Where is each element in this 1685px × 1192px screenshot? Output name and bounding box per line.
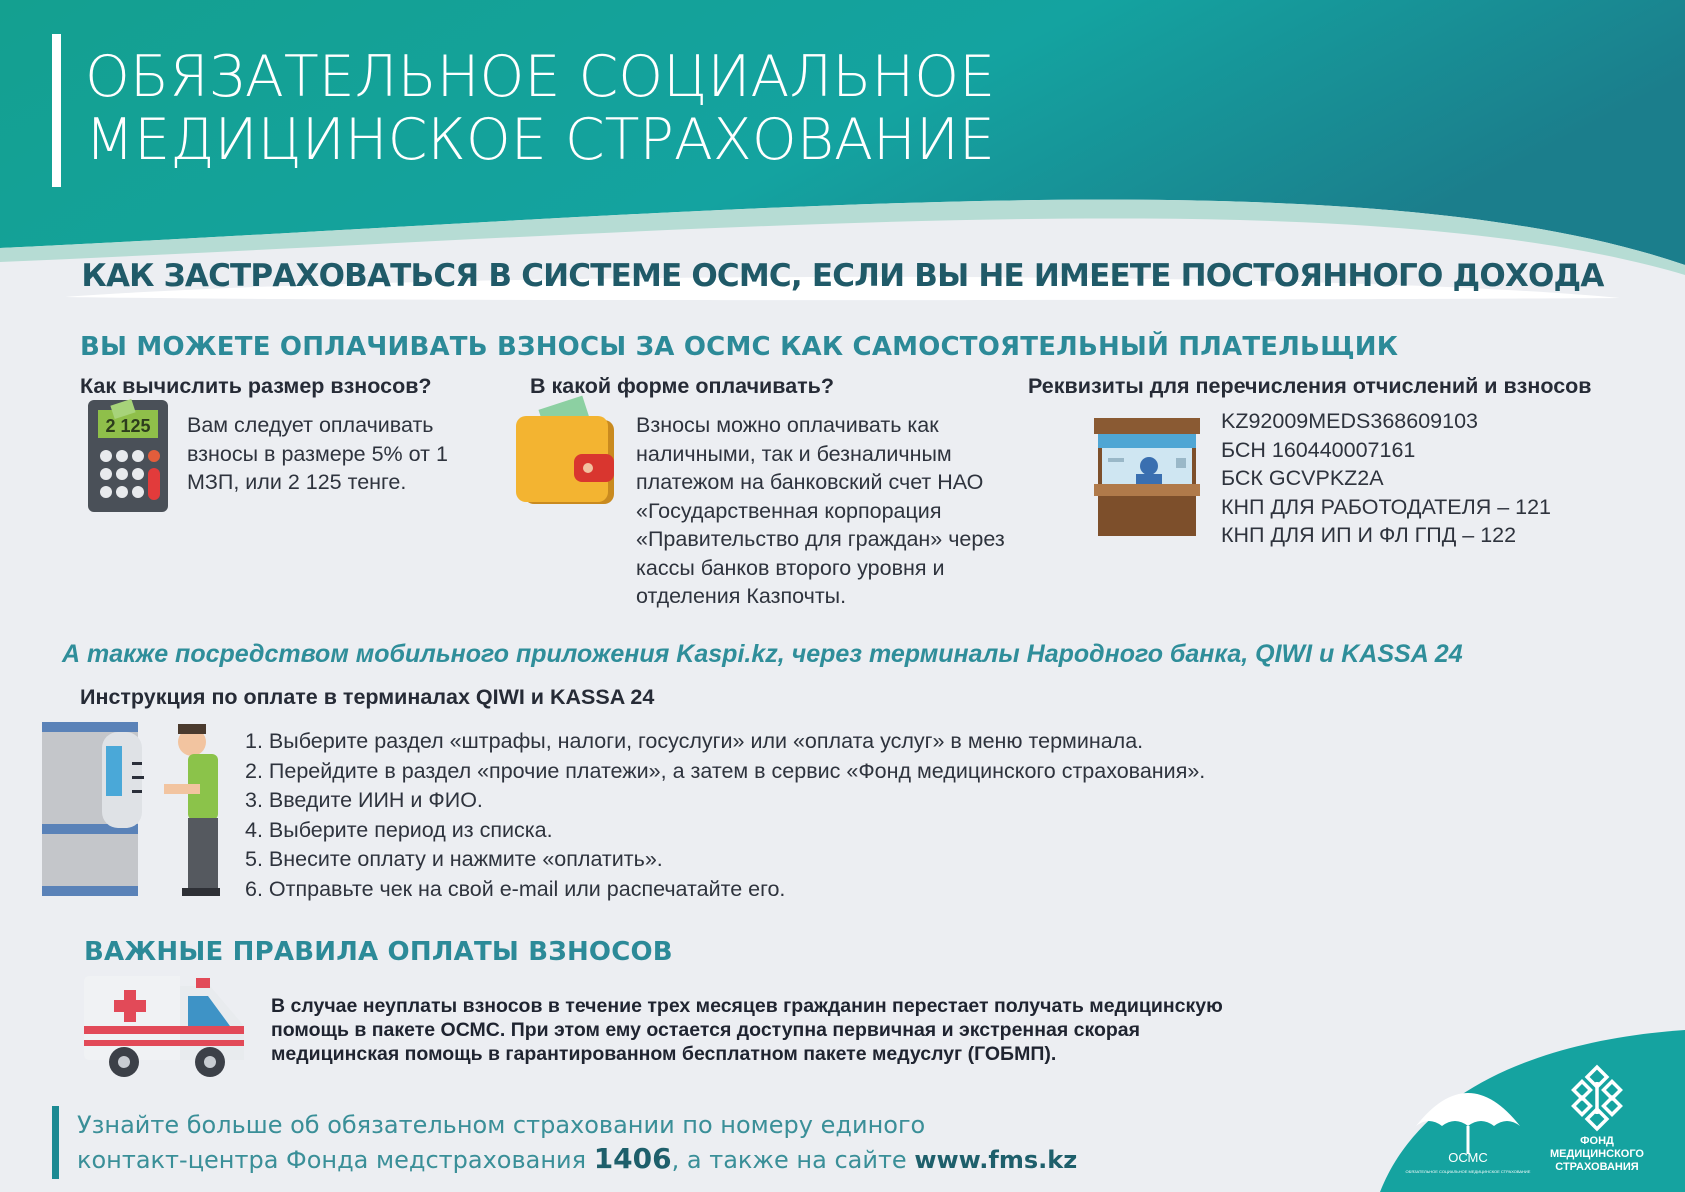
list-item: 5. Внесите оплату и нажмите «оплатить». — [245, 847, 663, 871]
section-heading-self-payer: ВЫ МОЖЕТЕ ОПЛАЧИВАТЬ ВЗНОСЫ ЗА ОСМС КАК САМОСТОЯТЕЛЬНЫЙ ПЛАТЕЛЬЩИК — [80, 332, 1399, 362]
main-heading: КАК ЗАСТРАХОВАТЬСЯ В СИСТЕМЕ ОСМС, ЕСЛИ ВЫ НЕ ИМЕЕТЕ ПОСТОЯННОГО ДОХОДА — [81, 258, 1604, 294]
contact-phone: 1406 — [593, 1142, 672, 1175]
list-item: 4. Выберите период из списка. — [245, 817, 553, 842]
col-heading-calc: Как вычислить размер взносов? — [80, 374, 432, 398]
cashier-desk-icon — [1094, 418, 1202, 538]
website-link[interactable]: www.fms.kz — [914, 1146, 1078, 1174]
list-item: 3. Введите ИИН и ФИО. — [245, 788, 483, 812]
footer-accent-bar — [52, 1106, 59, 1179]
osms-umbrella-logo — [1405, 1068, 1531, 1178]
list-item: 2. Перейдите в раздел «прочие платежи», а затем в сервис «Фонд медицинского страхования». — [245, 758, 1206, 783]
terminal-person-icon — [42, 718, 226, 902]
svg-text:СТРАХОВАНИЯ: СТРАХОВАНИЯ — [1555, 1161, 1639, 1173]
footer-contact-info: Узнайте больше об обязательном страховании по номеру единого контакт-центра Фонда медстрахования 1406, а также на сайте www.fms.kz — [77, 1111, 1078, 1175]
col-text-form: Взносы можно оплачивать как наличными, так и безналичным платежом на банковский счет НАО «Государственная корпорация «Правительство для граждан» через кассы банков второго уровня и отделения Казпочты. — [636, 413, 1005, 608]
also-payment-methods-heading: А также посредством мобильного приложения Kaspi.kz, через терминалы Народного банка, QIWI и KASSA 24 — [62, 640, 1463, 668]
svg-text:2 125: 2 125 — [105, 416, 151, 436]
svg-text:ФОНД: ФОНД — [1580, 1135, 1614, 1147]
svg-text:МЕДИЦИНСКОГО: МЕДИЦИНСКОГО — [1550, 1148, 1644, 1160]
ambulance-icon — [84, 976, 250, 1078]
rules-text: В случае неуплаты взносов в течение трех месяцев гражданин перестает получать медицинскую помощь в пакете ОСМС. При этом ему остается доступна первичная и экстренная скорая медицинская помощь в гарантированном бесплатном пакете медуслуг (ГОБМП). — [271, 995, 1223, 1065]
calculator-icon — [88, 400, 170, 514]
page-title: ОБЯЗАТЕЛЬНОЕ СОЦИАЛЬНОЕ МЕДИЦИНСКОЕ СТРАХОВАНИЕ — [85, 44, 996, 173]
list-item: 6. Отправьте чек на свой e-mail или распечатайте его. — [245, 876, 786, 901]
col-heading-requisites: Реквизиты для перечисления отчислений и взносов — [1028, 374, 1592, 398]
col-heading-form: В какой форме оплачивать? — [530, 374, 835, 398]
svg-text:ОСМС: ОСМС — [1448, 1150, 1488, 1165]
col-text-calc: Вам следует оплачивать взносы в размере 5% от 1 МЗП, или 2 125 тенге. — [187, 413, 448, 494]
wallet-icon — [516, 402, 620, 510]
title-accent-bar — [52, 34, 61, 187]
fund-logo — [1540, 1068, 1664, 1178]
svg-text:ОБЯЗАТЕЛЬНОЕ СОЦИАЛЬНОЕ МЕДИЦИ: ОБЯЗАТЕЛЬНОЕ СОЦИАЛЬНОЕ МЕДИЦИНСКОЕ СТРАХОВАНИЕ — [1405, 1169, 1531, 1174]
instructions-heading: Инструкция по оплате в терминалах QIWI и KASSA 24 — [80, 685, 655, 709]
rules-heading: ВАЖНЫЕ ПРАВИЛА ОПЛАТЫ ВЗНОСОВ — [84, 937, 673, 967]
list-item: 1. Выберите раздел «штрафы, налоги, госуслуги» или «оплата услуг» в меню терминала. — [245, 729, 1144, 753]
instructions-steps-list — [245, 727, 1205, 904]
col-text-requisites: KZ92009MEDS368609103 БСН 160440007161 БСК GCVPKZ2A КНП ДЛЯ РАБОТОДАТЕЛЯ – 121 КНП ДЛЯ ИП И ФЛ ГПД – 122 — [1221, 409, 1552, 547]
